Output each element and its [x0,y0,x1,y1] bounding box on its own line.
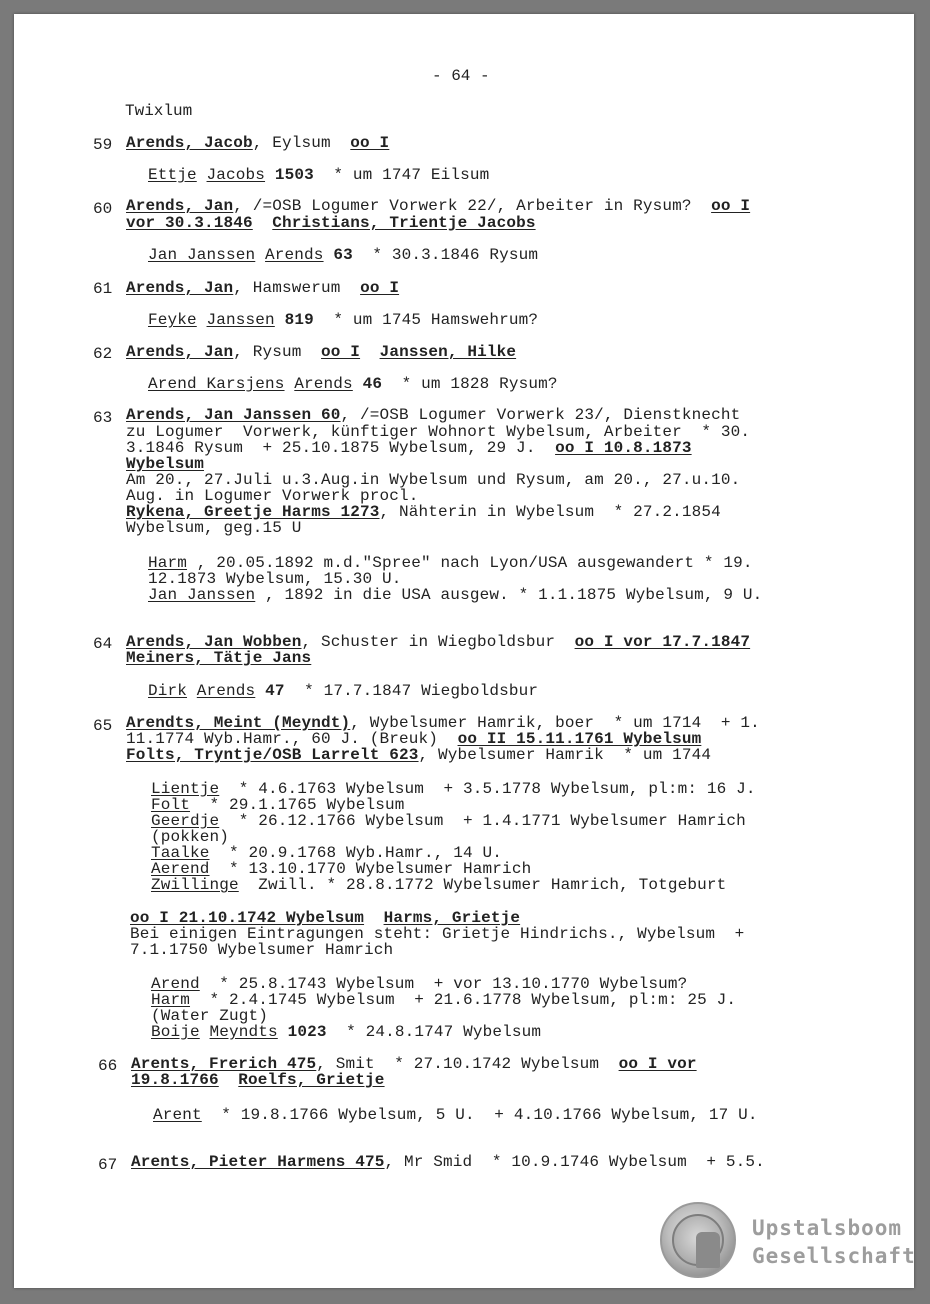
logo-line-1: Upstalsboom [752,1216,903,1240]
text-segment: Arends, Jan Janssen 60 [126,406,341,424]
text-segment: oo I 21.10.1742 Wybelsum [130,909,365,927]
text-segment [197,311,207,329]
entry-line [126,650,311,667]
text-segment: Arends, Jan [126,343,234,361]
text-segment: Harm [151,991,191,1009]
text-segment: Arendts, Meint (Meyndt) [126,714,351,732]
text-segment: 1023 [287,1023,327,1041]
page-number: - 64 - [432,67,490,85]
text-segment: 46 [362,375,383,393]
text-segment: Arents, Frerich 475 [131,1055,317,1073]
child-line [148,683,538,700]
text-segment: * 29.1.1765 Wybelsum [190,796,405,814]
text-segment: * um 1745 Hamswehrum? [313,311,539,329]
entry-number: 65 [93,717,113,735]
text-segment: 19.8.1766 [131,1071,219,1089]
entry-line [126,520,302,537]
text-segment: Folt [151,796,191,814]
text-segment: Arends [265,246,324,264]
text-segment [324,246,334,264]
text-segment: Wybelsum, geg.15 U [126,519,302,537]
entry-line [131,1154,765,1171]
text-segment: oo I 10.8.1873 [555,439,692,457]
logo-line-2: Gesellschaft [752,1244,916,1268]
text-segment: 12.1873 Wybelsum, 15.30 U. [148,570,402,588]
text-segment: , Mr Smid * 10.9.1746 Wybelsum + 5.5. [384,1153,765,1171]
child-line [153,1107,758,1124]
text-segment: * 30.3.1846 Rysum [352,246,539,264]
text-segment: Janssen, Hilke [379,343,517,361]
text-segment: Arends, Jacob [126,134,253,152]
entry-line [126,440,692,457]
child-line [148,376,558,393]
text-segment: 7.1.1750 Wybelsumer Hamrich [130,941,394,959]
text-segment: * 20.9.1768 Wyb.Hamr., 14 U. [209,844,503,862]
society-seal-icon [660,1202,736,1278]
text-segment: , Nähterin in Wybelsum * 27.2.1854 [379,503,721,521]
text-segment: , 20.05.1892 m.d."Spree" nach Lyon/USA ausgewandert * 19. [187,554,753,572]
text-segment: Taalke [151,844,210,862]
text-segment: Meiners, Tätje Jans [126,649,312,667]
text-segment: 11.1774 Wyb.Hamr., 60 J. (Breuk) [126,730,458,748]
text-segment: Arends, Jan [126,197,234,215]
text-segment: , Hamswerum [233,279,361,297]
text-segment: Zwill. * 28.8.1772 Wybelsumer Hamrich, Totgeburt [238,876,727,894]
text-segment: Feyke [148,311,197,329]
text-segment: zu Logumer Vorwerk, künftiger Wohnort Wybelsum, Arbeiter * 30. [126,423,751,441]
text-segment: * 24.8.1747 Wybelsum [326,1023,542,1041]
text-segment: , /=OSB Logumer Vorwerk 22/, Arbeiter in Rysum? [233,197,712,215]
entry-line [131,1072,385,1089]
child-line [151,1024,541,1041]
entry-number: 59 [93,136,113,154]
text-segment: Janssen [206,311,275,329]
text-segment: Geerdje [151,812,220,830]
text-segment [200,1023,210,1041]
text-segment: Harms, Grietje [383,909,521,927]
text-segment: Aerend [151,860,210,878]
child-line [148,312,538,329]
text-segment: Aug. in Logumer Vorwerk procl. [126,487,419,505]
child-line [148,587,762,604]
text-segment: Lientje [151,780,220,798]
text-segment: Arends [196,682,256,700]
text-segment: , Smit * 27.10.1742 Wybelsum [316,1055,619,1073]
text-segment: * um 1828 Rysum? [382,375,558,393]
text-segment: , Wybelsumer Hamrik, boer * um 1714 + 1. [350,714,760,732]
text-segment: Boije [151,1023,200,1041]
text-segment: Jacobs [206,166,266,184]
text-segment [353,375,363,393]
text-segment: , Rysum [233,343,322,361]
text-segment: 63 [333,246,353,264]
text-segment: Arends, Jan [126,279,234,297]
text-segment: * 26.12.1766 Wybelsum + 1.4.1771 Wybelsumer Hamrich [219,812,746,830]
text-segment: * 4.6.1763 Wybelsum + 3.5.1778 Wybelsum, pl:m: 16 J. [219,780,756,798]
text-segment [285,375,295,393]
child-line [148,167,489,184]
text-segment: Meyndts [209,1023,278,1041]
text-segment [265,166,275,184]
text-segment: , Eylsum [252,134,351,152]
text-segment [197,166,207,184]
text-segment [255,682,265,700]
text-segment: * 25.8.1743 Wybelsum + vor 13.10.1770 Wybelsum? [199,975,688,993]
text-segment: Ettje [148,166,197,184]
text-segment: Zwillinge [151,876,239,894]
text-segment: Wybelsum [126,455,205,473]
text-segment: * um 1747 Eilsum [313,166,490,184]
entry-number: 60 [93,200,113,218]
text-segment: oo I vor 17.7.1847 [574,633,751,651]
text-segment: vor 30.3.1846 [126,214,253,232]
text-segment: Roelfs, Grietje [238,1071,385,1089]
text-segment: , Schuster in Wiegboldsbur [301,633,575,651]
text-segment: Rykena, Greetje Harms 1273 [126,503,380,521]
text-segment: Arend Karsjens [148,375,285,393]
entry-number: 63 [93,409,113,427]
text-segment: (pokken) [151,828,230,846]
text-segment: Harm [148,554,188,572]
entry-number: 64 [93,635,113,653]
text-segment: (Water Zugt) [151,1007,269,1025]
child-line [151,877,726,894]
text-segment [253,214,273,232]
text-segment: 1503 [274,166,314,184]
text-segment: oo I vor [618,1055,697,1073]
text-segment: oo I [360,279,400,297]
text-segment: Arents, Pieter Harmens 475 [131,1153,385,1171]
marriage-line [130,942,393,959]
text-segment: Jan Janssen [148,246,256,264]
entry-line [126,747,711,764]
entry-line [126,135,389,152]
entry-line [126,407,740,424]
entry-number: 61 [93,280,113,298]
text-segment: , /=OSB Logumer Vorwerk 23/, Dienstknecht [340,406,741,424]
entry-number: 67 [98,1156,118,1174]
text-segment: oo II 15.11.1761 Wybelsum [457,730,702,748]
text-segment: Christians, Trientje Jacobs [272,214,536,232]
entry-line [126,280,399,297]
text-segment: Arend [151,975,200,993]
text-segment: * 13.10.1770 Wybelsumer Hamrich [209,860,532,878]
text-segment: Arent [153,1106,202,1124]
place-heading: Twixlum [125,102,193,120]
text-segment: Dirk [148,682,188,700]
text-segment: * 2.4.1745 Wybelsum + 21.6.1778 Wybelsum, pl:m: 25 J. [190,991,737,1009]
text-segment [275,311,285,329]
entry-line [126,344,516,361]
child-line [151,813,746,830]
text-segment: Arends [294,375,353,393]
text-segment: Am 20., 27.Juli u.3.Aug.in Wybelsum und Rysum, am 20., 27.u.10. [126,471,741,489]
entry-number: 62 [93,345,113,363]
text-segment: * 17.7.1847 Wiegboldsbur [284,682,539,700]
text-segment: oo I [711,197,751,215]
text-segment: oo I [321,343,361,361]
text-segment: Bei einigen Eintragungen steht: Grietje Hindrichs., Wybelsum + [130,925,745,943]
text-segment [255,246,265,264]
text-segment [360,343,380,361]
text-segment: , 1892 in die USA ausgew. * 1.1.1875 Wybelsum, 9 U. [255,586,763,604]
text-segment: , Wybelsumer Hamrik * um 1744 [418,746,712,764]
text-segment: * 19.8.1766 Wybelsum, 5 U. + 4.10.1766 Wybelsum, 17 U. [201,1106,758,1124]
text-segment: 819 [284,311,314,329]
entry-line [126,215,536,232]
child-line [148,247,538,264]
text-segment: Folts, Tryntje/OSB Larrelt 623 [126,746,419,764]
entry-line [126,198,750,215]
text-segment: 3.1846 Rysum + 25.10.1875 Wybelsum, 29 J. [126,439,556,457]
entry-number: 66 [98,1057,118,1075]
document-page [14,14,914,1288]
text-segment: 47 [265,682,285,700]
text-segment [278,1023,288,1041]
text-segment: oo I [350,134,390,152]
text-segment: Jan Janssen [148,586,256,604]
text-segment: Arends, Jan Wobben [126,633,302,651]
text-segment [187,682,197,700]
text-segment [219,1071,239,1089]
